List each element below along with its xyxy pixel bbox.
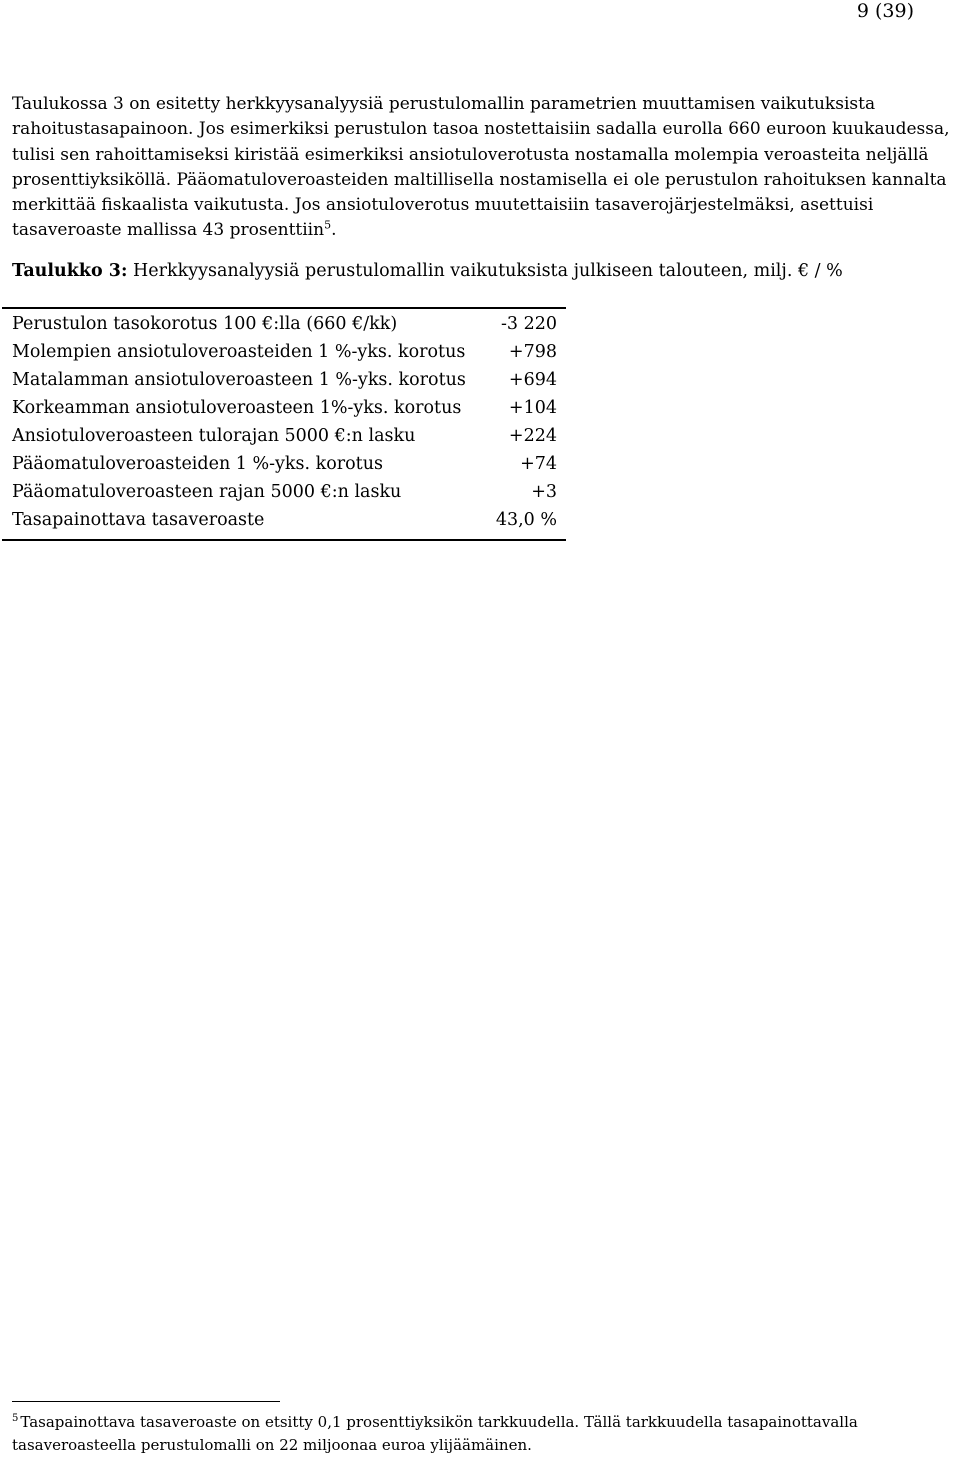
row-value: 43,0 % [495, 510, 557, 530]
footnote-separator [12, 1401, 280, 1402]
footnote [12, 1411, 952, 1457]
table-row [2, 422, 566, 450]
row-value: +3 [531, 482, 557, 502]
page-number: 9 (39) [856, 0, 914, 22]
table-caption [12, 260, 843, 282]
table-row [2, 506, 566, 534]
sensitivity-table [2, 307, 566, 541]
table-row [2, 366, 566, 394]
row-label: Tasapainottava tasaveroaste [12, 510, 265, 530]
row-label: Molempien ansiotuloveroasteiden 1 %-yks. korotus [12, 342, 466, 362]
row-value: +694 [508, 370, 557, 390]
table-caption-text: Herkkyysanalyysiä perustulomallin vaikutuksista julkiseen talouteen, milj. € / % [127, 261, 843, 281]
row-label: Pääomatuloveroasteiden 1 %-yks. korotus [12, 454, 383, 474]
footnote-text: Tasapainottava tasaveroaste on etsitty 0,1 prosenttiyksikön tarkkuudella. Tällä tarkkuudella tasapainottavalla tasaveroasteella perustulomalli on 22 miljoonaa euroa ylijäämäinen. [12, 1413, 858, 1454]
table-row [2, 450, 566, 478]
row-value: +74 [520, 454, 557, 474]
paragraph-end: . [331, 220, 337, 241]
row-label: Pääomatuloveroasteen rajan 5000 €:n lasku [12, 482, 402, 502]
row-value: -3 220 [500, 314, 557, 334]
row-value: +798 [508, 342, 557, 362]
row-label: Korkeamman ansiotuloveroasteen 1%-yks. korotus [12, 398, 462, 418]
table-row [2, 478, 566, 506]
row-label: Ansiotuloveroasteen tulorajan 5000 €:n lasku [12, 426, 416, 446]
row-label: Perustulon tasokorotus 100 €:lla (660 €/kk) [12, 314, 398, 334]
table-row [2, 310, 566, 338]
footnote-reference: 5 [324, 218, 332, 232]
table-caption-label: Taulukko 3: [12, 261, 128, 281]
paragraph-text: Taulukossa 3 on esitetty herkkyysanalyysiä perustulomallin parametrien muuttamisen vaikutuksista rahoitustasapainoon. Jos esimerkiksi perustulon tasoa nostettaisiin sadalla eurolla 660 euroon kuukaudessa, tulisi sen rahoittamiseksi kiristää esimerkiksi ansiotuloverotusta nostamalla molempia veroasteita neljällä prosenttiyksiköllä. Pääomatuloveroasteiden maltillisella nostamisella ei ole perustulon rahoituksen kannalta merkittää fiskaalista vaikutusta. Jos ansiotuloverotus muutettaisiin tasaverojärjestelmäksi, asettuisi tasaveroaste mallissa 43 prosenttiin [12, 94, 950, 241]
row-value: +104 [508, 398, 557, 418]
table-row [2, 394, 566, 422]
row-value: +224 [508, 426, 557, 446]
table-row [2, 338, 566, 366]
body-paragraph [12, 92, 960, 244]
row-label: Matalamman ansiotuloveroasteen 1 %-yks. korotus [12, 370, 466, 390]
footnote-mark: 5 [12, 1413, 19, 1424]
